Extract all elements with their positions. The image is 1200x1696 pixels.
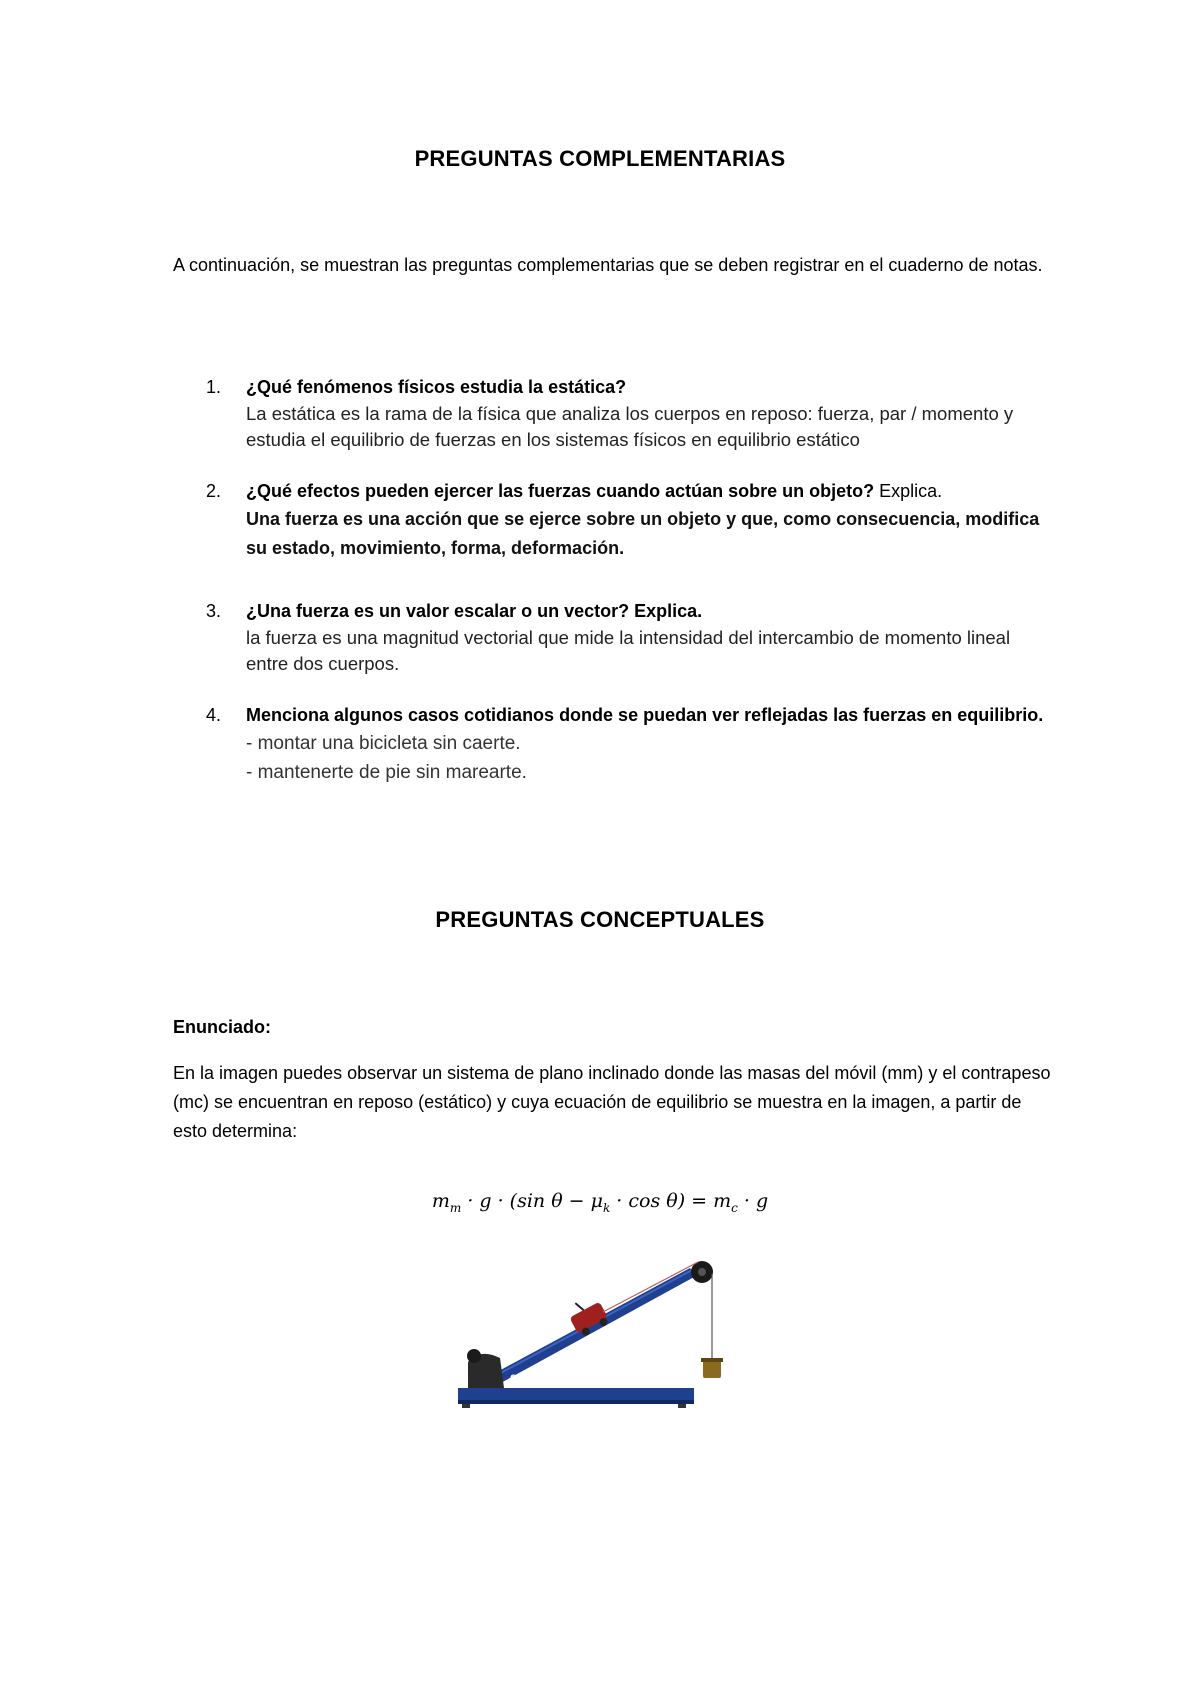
answer-text: La estática es la rama de la física que analiza los cuerpos en reposo: fuerza, par / momento y estudia el equilibrio de fuerzas en los sistemas físicos en equilibrio estático <box>246 403 1014 450</box>
question-text: ¿Qué efectos pueden ejercer las fuerzas cuando actúan sobre un objeto? <box>246 481 875 501</box>
answer-text: Una fuerza es una acción que se ejerce sobre un objeto y que, como consecuencia, modifica su estado, movimiento, forma, deformación. <box>246 509 1040 558</box>
question-number: 2. <box>206 481 222 501</box>
answer-text: la fuerza es una magnitud vectorial que mide la intensidad del intercambio de momento lineal entre dos cuerpos. <box>246 627 1011 674</box>
section-title-conceptuales: PREGUNTAS CONCEPTUALES <box>435 907 765 932</box>
inclined-plane-figure <box>440 1240 780 1430</box>
question-body <box>246 477 1046 563</box>
angle-label: θ <box>510 1374 517 1385</box>
enunciado-label: Enunciado: <box>173 1017 271 1037</box>
question-body <box>246 373 1046 453</box>
question-suffix: Explica. <box>874 481 943 501</box>
question-text: ¿Una fuerza es un valor escalar o un vector? Explica. <box>246 601 703 621</box>
question-body <box>246 701 1046 787</box>
string-incline <box>603 1262 698 1312</box>
base-plate <box>458 1388 694 1402</box>
question-number: 4. <box>206 705 222 725</box>
question-line <box>246 477 1046 505</box>
hinge-knob <box>467 1349 481 1363</box>
equilibrium-equation <box>400 1190 800 1215</box>
formula-subscript-c: c <box>731 1200 738 1215</box>
formula-subscript-m: m <box>449 1200 462 1215</box>
question-text: Menciona algunos casos cotidianos donde se puedan ver reflejadas las fuerzas en equilibrio. <box>246 705 1044 725</box>
formula-mass-symbol: m <box>431 1190 450 1212</box>
question-number: 1. <box>206 377 222 397</box>
formula-middle: · g · (sin θ − μ <box>461 1190 603 1212</box>
answer-line-2: - mantenerte de pie sin marearte. <box>246 762 527 783</box>
answer-line-1: - montar una bicicleta sin caerte. <box>246 733 521 754</box>
base-shadow <box>458 1400 694 1404</box>
question-number: 3. <box>206 601 222 621</box>
question-body <box>246 597 1046 677</box>
foot-left <box>462 1404 470 1408</box>
formula-subscript-k: k <box>602 1200 611 1215</box>
inclined-rail <box>482 1268 696 1390</box>
intro-paragraph: A continuación, se muestran las preguntas complementarias que se deben registrar en el cuaderno de notas. <box>173 255 1043 275</box>
formula-middle2: · cos θ) = m <box>610 1190 732 1212</box>
enunciado-paragraph: En la imagen puedes observar un sistema de plano inclinado donde las masas del móvil (mm) y el contrapeso (mc) se encuentran en reposo (estático) y cuya ecuación de equilibrio se muestra en la imagen, a partir de esto determina: <box>173 1063 1051 1141</box>
foot-right <box>678 1404 686 1408</box>
section-title-complementarias: PREGUNTAS COMPLEMENTARIAS <box>414 146 786 171</box>
question-text: ¿Qué fenómenos físicos estudia la estática? <box>246 377 627 397</box>
formula-rhs: · g <box>737 1190 769 1212</box>
